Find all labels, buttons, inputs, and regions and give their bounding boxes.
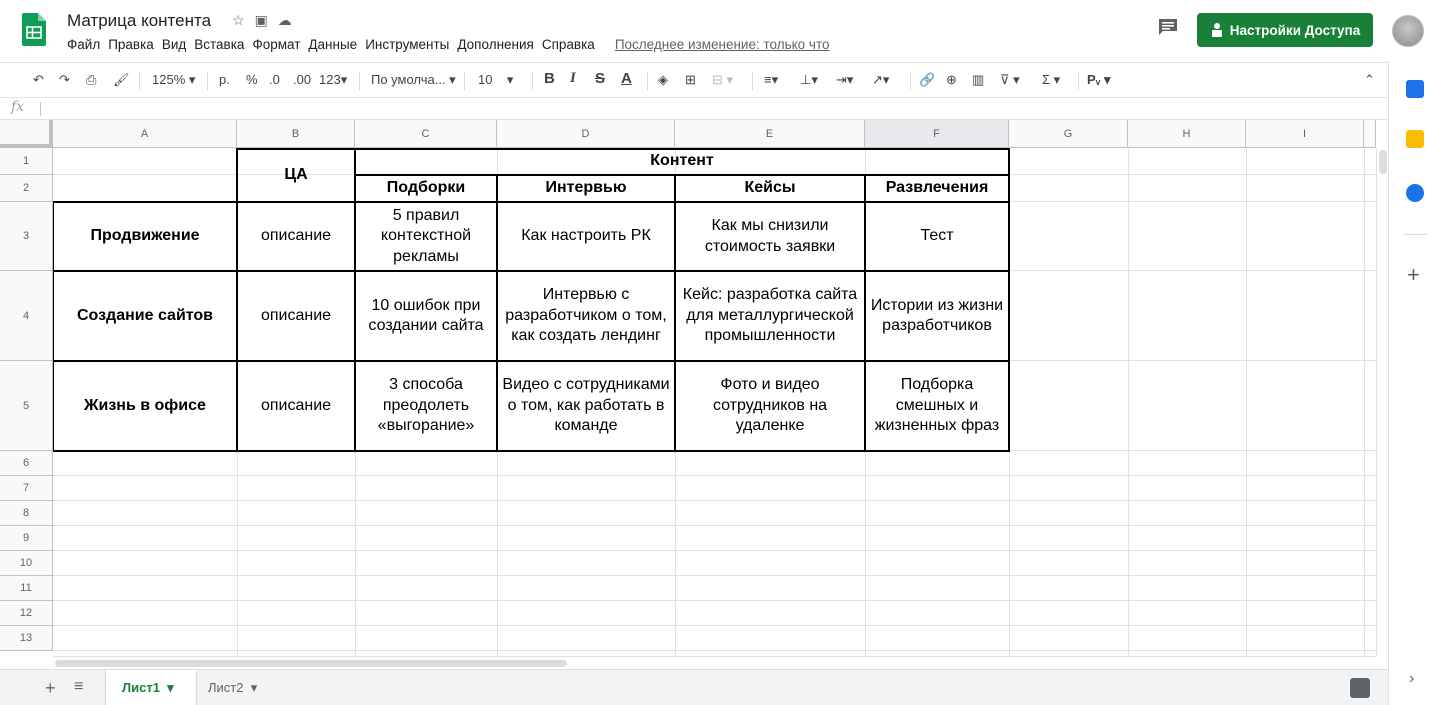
row-header-13[interactable]: 13	[0, 626, 53, 651]
paint-format-icon[interactable]: 🖌	[113, 72, 130, 87]
filter-icon[interactable]: ⊽ ▾	[1000, 72, 1020, 87]
column-header-d[interactable]: D	[497, 120, 675, 148]
cell-f4[interactable]: Истории из жизни разработчиков	[870, 296, 1004, 334]
star-icon[interactable]: ☆	[232, 12, 245, 28]
row-header-12[interactable]: 12	[0, 601, 53, 626]
cell-b4-ca[interactable]: описание	[260, 306, 332, 324]
horizontal-scrollbar[interactable]	[53, 656, 1376, 669]
zoom-select[interactable]: 125% ▾	[152, 72, 196, 87]
collapse-menus-icon[interactable]: ⌃	[1364, 72, 1375, 87]
menu-addons[interactable]: Дополнения	[457, 37, 534, 52]
column-header-h[interactable]: H	[1128, 120, 1246, 148]
cloud-status-icon[interactable]: ☁	[277, 12, 292, 28]
cell-b1-ca-header[interactable]: ЦА	[284, 165, 308, 183]
cell-f2-entertainment[interactable]: Развлечения	[885, 179, 989, 197]
cell-c2-podborki[interactable]: Подборки	[386, 179, 466, 197]
borders-icon[interactable]: ⊞	[685, 72, 696, 87]
text-color-button[interactable]: A	[621, 70, 632, 87]
font-size-value: 10	[478, 72, 493, 87]
menu-format[interactable]: Формат	[252, 37, 301, 52]
column-header-a[interactable]: A	[53, 120, 237, 148]
fill-color-icon[interactable]: ◈	[658, 72, 668, 87]
merge-cells-icon[interactable]: ⊟ ▾	[712, 72, 734, 87]
menu-edit[interactable]: Правка	[108, 37, 154, 52]
horizontal-align-icon[interactable]: ≡▾	[764, 72, 779, 87]
menu-tools[interactable]: Инструменты	[365, 37, 450, 52]
comment-history-icon[interactable]	[1158, 18, 1178, 36]
cell-b3-ca[interactable]: описание	[260, 227, 332, 245]
font-size-select[interactable]: 10 ▾	[478, 72, 514, 87]
column-header-f[interactable]: F	[865, 120, 1009, 148]
row-header-1[interactable]: 1	[0, 148, 53, 175]
move-folder-icon[interactable]: ▣	[254, 12, 268, 28]
redo-icon[interactable]: ↷	[59, 72, 70, 87]
cell-a5-label[interactable]: Жизнь в офисе	[84, 396, 206, 414]
text-wrap-icon[interactable]: ⇥▾	[836, 72, 854, 87]
cell-f5[interactable]: Подборка смешных и жизненных фраз	[874, 376, 1000, 435]
decrease-decimal-button[interactable]: .0	[269, 72, 280, 87]
column-header-j[interactable]	[1364, 120, 1376, 148]
cell-c1-content-header[interactable]: Контент	[650, 152, 714, 170]
insert-chart-icon[interactable]: ▥	[972, 72, 985, 87]
column-header-g[interactable]: G	[1009, 120, 1128, 148]
cell-a3-label[interactable]: Продвижение	[90, 227, 200, 245]
cell-b5-ca[interactable]: описание	[260, 396, 332, 414]
row-header-8[interactable]: 8	[0, 501, 53, 526]
side-panel	[1388, 62, 1440, 705]
cell-d2-interview[interactable]: Интервью	[545, 179, 627, 197]
calendar-icon[interactable]	[1406, 80, 1424, 98]
insert-comment-icon[interactable]: ⊕	[946, 72, 957, 87]
row-header-6[interactable]: 6	[0, 451, 53, 476]
bold-button[interactable]: B	[544, 70, 555, 87]
increase-decimal-button[interactable]: .00	[293, 72, 312, 87]
fx-icon: fx	[11, 99, 25, 115]
currency-button[interactable]: р.	[219, 72, 230, 87]
formula-bar	[0, 98, 1388, 120]
cell-d4[interactable]: Интервью с разработчиком о том, как создать лендинг	[505, 286, 667, 345]
cell-a4-label[interactable]: Создание сайтов	[76, 306, 214, 324]
zoom-value: 125%	[152, 72, 186, 87]
cell-d3[interactable]: Как настроить РК	[521, 227, 651, 245]
input-tools-icon[interactable]: Pᵥ ▾	[1087, 72, 1111, 87]
sheet-tab-bar	[0, 669, 1388, 705]
row-header-3[interactable]: 3	[0, 202, 53, 271]
column-header-i[interactable]: I	[1246, 120, 1364, 148]
cell-e5[interactable]: Фото и видео сотрудников на удаленке	[712, 376, 828, 435]
menubar	[67, 37, 838, 52]
menu-help[interactable]: Справка	[541, 37, 595, 52]
sheet-tab-2[interactable]: Лист2 ▾	[208, 679, 258, 695]
menu-data[interactable]: Данные	[308, 37, 358, 52]
last-edit-link[interactable]: Последнее изменение: только что	[614, 37, 830, 52]
get-addons-icon[interactable]: +	[1407, 262, 1420, 287]
sheet-tab-1-label: Лист1	[122, 680, 160, 695]
vertical-scrollbar[interactable]	[1376, 148, 1388, 656]
row-header-2[interactable]: 2	[0, 175, 53, 202]
all-sheets-icon[interactable]: ≡	[74, 678, 84, 695]
row-header-5[interactable]: 5	[0, 361, 53, 451]
functions-icon[interactable]: Σ ▾	[1042, 72, 1061, 87]
spreadsheet-grid[interactable]	[0, 120, 1376, 656]
sheet-tab-1[interactable]: Лист1 ▾	[106, 670, 196, 705]
horizontal-scroll-thumb[interactable]	[55, 660, 567, 667]
cell-f3[interactable]: Тест	[920, 227, 954, 245]
undo-icon[interactable]: ↶	[33, 72, 44, 87]
font-select[interactable]: По умолча... ▾	[371, 72, 456, 87]
column-header-b[interactable]: B	[237, 120, 355, 148]
percent-button[interactable]: %	[246, 72, 258, 87]
document-title[interactable]: Матрица контента	[67, 11, 212, 30]
menu-file[interactable]: Файл	[67, 37, 101, 52]
header	[0, 0, 1440, 62]
row-header-4[interactable]: 4	[0, 271, 53, 361]
share-button-label: Настройки Доступа	[1229, 22, 1361, 38]
expand-panel-icon[interactable]: ›	[1409, 670, 1415, 687]
lock-person-icon	[1210, 22, 1224, 38]
select-all-corner[interactable]	[0, 120, 53, 148]
title-icons	[232, 12, 292, 29]
cell-c3[interactable]: 5 правил контекстной рекламы	[380, 206, 472, 265]
avatar[interactable]	[1392, 15, 1424, 47]
sheets-logo-icon[interactable]	[22, 13, 46, 46]
vertical-scroll-thumb[interactable]	[1379, 150, 1387, 174]
cell-d5[interactable]: Видео с сотрудниками о том, как работать в команде	[502, 376, 670, 435]
row-header-7[interactable]: 7	[0, 476, 53, 501]
cell-c4[interactable]: 10 ошибок при создании сайта	[368, 296, 484, 334]
cell-c5[interactable]: 3 способа преодолеть «выгорание»	[377, 376, 475, 435]
tasks-icon[interactable]	[1406, 184, 1424, 202]
more-formats-label: 123	[319, 72, 341, 87]
column-header-e[interactable]: E	[675, 120, 865, 148]
cell-e4[interactable]: Кейс: разработка сайта для металлургической промышленности	[682, 286, 858, 345]
explore-icon[interactable]	[1350, 678, 1370, 698]
menu-insert[interactable]: Вставка	[194, 37, 245, 52]
cell-e3[interactable]: Как мы снизили стоимость заявки	[704, 217, 836, 255]
row-header-10[interactable]: 10	[0, 551, 53, 576]
vertical-align-icon[interactable]: ⊥▾	[800, 72, 818, 87]
sheet-tab-2-label: Лист2	[208, 680, 244, 695]
keep-icon[interactable]	[1406, 130, 1424, 148]
add-sheet-icon[interactable]: +	[45, 678, 56, 698]
font-value: По умолча...	[371, 72, 446, 87]
insert-link-icon[interactable]: 🔗	[919, 72, 936, 87]
row-header-11[interactable]: 11	[0, 576, 53, 601]
menu-view[interactable]: Вид	[161, 37, 187, 52]
share-button[interactable]	[1197, 13, 1373, 47]
toolbar	[0, 62, 1388, 98]
row-header-9[interactable]: 9	[0, 526, 53, 551]
more-formats-select[interactable]: 123▾	[319, 72, 348, 87]
strikethrough-button[interactable]: S	[595, 70, 606, 87]
column-header-c[interactable]: C	[355, 120, 497, 148]
text-rotation-icon[interactable]: ↗▾	[872, 72, 890, 87]
cell-e2-cases[interactable]: Кейсы	[744, 179, 796, 197]
print-icon[interactable]: ⎙	[86, 72, 97, 87]
italic-button[interactable]: I	[570, 70, 576, 86]
